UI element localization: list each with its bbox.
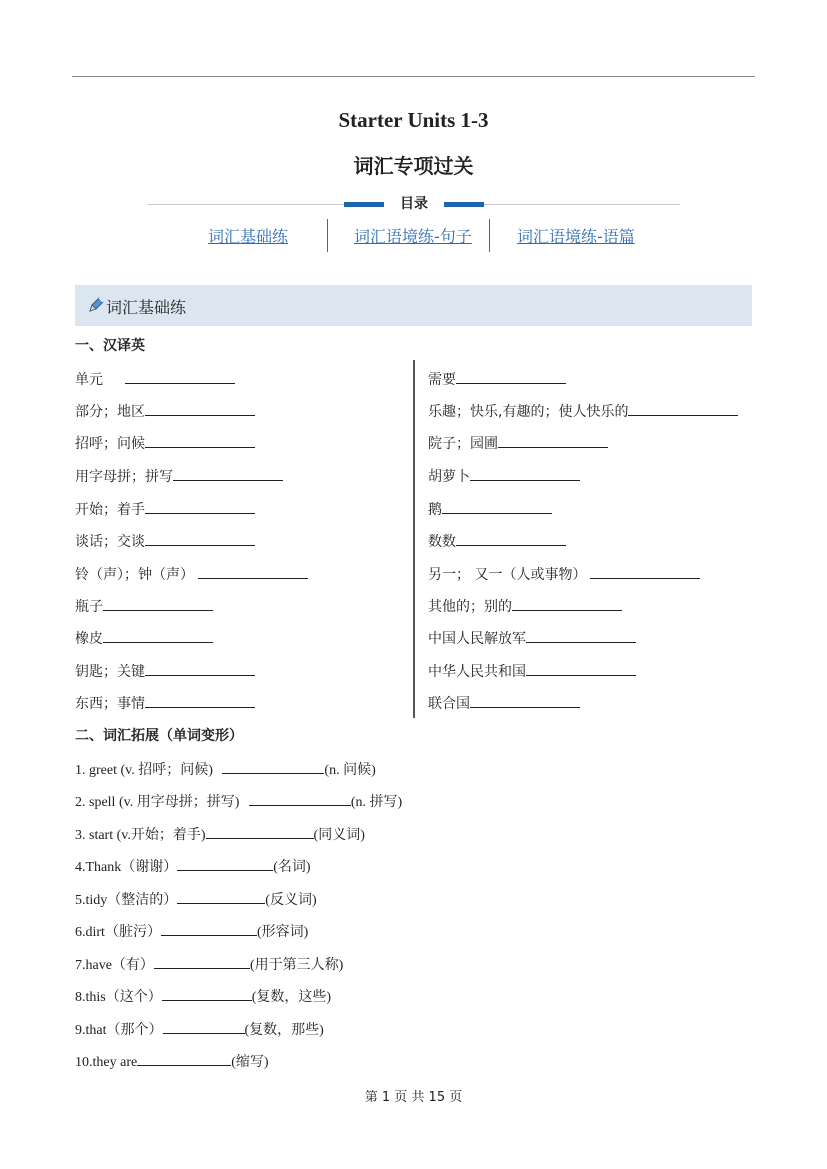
vocab-prompt: 院子；园圃 <box>428 436 498 452</box>
vocab-item <box>428 401 738 421</box>
vocab-item <box>75 596 213 616</box>
answer-blank[interactable] <box>222 759 324 774</box>
vocab-item <box>428 531 566 551</box>
answer-blank[interactable] <box>145 661 255 676</box>
vocab-prompt: 铃（声）；钟（声） <box>75 567 194 583</box>
exercise-item <box>75 889 317 909</box>
exercise-item <box>75 1019 324 1039</box>
answer-blank[interactable] <box>137 1051 231 1066</box>
vocab-prompt: 部分；地区 <box>75 404 145 420</box>
vocab-item <box>428 596 622 616</box>
vocab-item <box>428 693 580 713</box>
vocab-item <box>428 564 700 584</box>
exercise-item <box>75 1051 269 1071</box>
exercise-prompt: 4.Thank（谢谢） <box>75 860 178 875</box>
column-divider <box>413 360 415 718</box>
answer-blank[interactable] <box>162 986 252 1001</box>
toc-link-passage[interactable]: 词汇语境练-语篇 <box>517 227 635 246</box>
answer-blank[interactable] <box>145 401 255 416</box>
vocab-prompt: 用字母拼；拼写 <box>75 469 173 485</box>
answer-blank[interactable] <box>173 466 283 481</box>
answer-blank[interactable] <box>145 531 255 546</box>
answer-blank[interactable] <box>163 1019 245 1034</box>
document-title: Starter Units 1-3 <box>338 108 489 132</box>
exercise-item <box>75 824 365 844</box>
exercise-item <box>75 954 343 974</box>
answer-blank[interactable] <box>470 693 580 708</box>
toc-rule-left <box>148 204 346 205</box>
toc-rule-right <box>484 204 680 205</box>
exercise-item <box>75 921 308 941</box>
exercise-hint: (反义词) <box>265 893 317 908</box>
vocab-item <box>75 499 255 519</box>
exercise-hint: (复数，这些) <box>251 990 332 1005</box>
vocab-prompt: 需要 <box>428 372 456 388</box>
exercise-hint: (n. 拼写) <box>350 795 403 810</box>
vocab-prompt: 单元 <box>75 372 103 388</box>
vocab-item <box>75 564 308 584</box>
exercise-prompt: 3. start (v.开始；着手) <box>75 828 206 843</box>
vocab-prompt: 中华人民共和国 <box>428 664 526 680</box>
section-title: 词汇基础练 <box>106 298 187 317</box>
vocab-item <box>428 499 552 519</box>
answer-blank[interactable] <box>456 369 566 384</box>
page-number: 第 1 页 共 15 页 <box>364 1090 463 1105</box>
vocab-prompt: 瓶子 <box>75 599 103 615</box>
vocab-prompt: 招呼；问候 <box>75 436 145 452</box>
vocab-prompt: 其他的；别的 <box>428 599 512 615</box>
exercise-hint: (同义词) <box>313 828 365 843</box>
vocab-item <box>428 369 566 389</box>
answer-blank[interactable] <box>249 791 351 806</box>
exercise-hint: (缩写) <box>231 1055 269 1070</box>
answer-blank[interactable] <box>206 824 314 839</box>
vocab-prompt: 橡皮 <box>75 631 103 647</box>
vocab-item <box>75 466 283 486</box>
document-subtitle: 词汇专项过关 <box>353 154 474 178</box>
vocab-item <box>75 369 235 389</box>
pencil-icon <box>87 296 105 314</box>
vocab-item <box>75 433 255 453</box>
answer-blank[interactable] <box>177 889 265 904</box>
exercise-prompt: 7.have（有） <box>75 958 154 973</box>
vocab-prompt: 东西；事情 <box>75 696 145 712</box>
exercise-prompt: 1. greet (v. 招呼；问候) <box>75 763 217 778</box>
answer-blank[interactable] <box>125 369 235 384</box>
vocab-prompt: 鹅 <box>428 502 442 518</box>
vocab-prompt: 谈话；交谈 <box>75 534 145 550</box>
vocab-item <box>428 433 608 453</box>
answer-blank[interactable] <box>498 433 608 448</box>
vocab-item <box>75 401 255 421</box>
exercise-prompt: 9.that（那个） <box>75 1023 163 1038</box>
answer-blank[interactable] <box>145 499 255 514</box>
exercise-hint: (n. 问候) <box>324 763 376 778</box>
exercise-item <box>75 791 402 811</box>
vocab-prompt: 另一； 又一（人或事物） <box>428 567 587 583</box>
exercise-hint: (名词) <box>273 860 311 875</box>
toc-separator <box>489 219 490 252</box>
vocab-prompt: 中国人民解放军 <box>428 631 526 647</box>
answer-blank[interactable] <box>177 856 273 871</box>
vocab-prompt: 联合国 <box>428 696 470 712</box>
exercise-hint: (用于第三人称) <box>249 958 344 973</box>
answer-blank[interactable] <box>161 921 257 936</box>
vocab-prompt: 乐趣；快乐,有趣的；使人快乐的 <box>428 404 629 420</box>
answer-blank[interactable] <box>526 628 636 643</box>
vocab-item <box>428 466 580 486</box>
section-header <box>75 285 752 326</box>
answer-blank[interactable] <box>145 433 255 448</box>
answer-blank[interactable] <box>456 531 566 546</box>
answer-blank[interactable] <box>590 564 700 579</box>
exercise-hint: (形容词) <box>256 925 309 940</box>
vocab-item <box>75 693 255 713</box>
exercise-prompt: 8.this（这个） <box>75 990 162 1005</box>
vocab-item <box>428 661 636 681</box>
vocab-prompt: 胡萝卜 <box>428 469 470 485</box>
vocab-item <box>75 531 255 551</box>
vocab-prompt: 开始；着手 <box>75 502 145 518</box>
vocab-prompt: 钥匙；关键 <box>75 664 145 680</box>
exercise-prompt: 6.dirt（脏污） <box>75 925 161 940</box>
exercise-item <box>75 759 376 779</box>
vocab-item <box>75 661 255 681</box>
toc-link-basic[interactable]: 词汇基础练 <box>208 227 289 246</box>
vocab-prompt: 数数 <box>428 534 456 550</box>
answer-blank[interactable] <box>442 499 552 514</box>
toc-label: 目录 <box>384 193 444 213</box>
toc-separator <box>327 219 328 252</box>
exercise-item <box>75 856 311 876</box>
vocab-item <box>428 628 636 648</box>
answer-blank[interactable] <box>198 564 308 579</box>
answer-blank[interactable] <box>154 954 250 969</box>
exercise-prompt: 10.they are <box>75 1055 138 1070</box>
part2-heading: 二、词汇拓展（单词变形） <box>75 728 243 744</box>
exercise-hint: (复数，那些) <box>244 1023 324 1038</box>
exercise-item <box>75 986 331 1006</box>
header-rule <box>72 76 755 77</box>
answer-blank[interactable] <box>103 596 213 611</box>
answer-blank[interactable] <box>526 661 636 676</box>
answer-blank[interactable] <box>103 628 213 643</box>
answer-blank[interactable] <box>628 401 738 416</box>
answer-blank[interactable] <box>145 693 255 708</box>
exercise-prompt: 5.tidy（整洁的） <box>75 893 178 908</box>
part1-heading: 一、汉译英 <box>75 338 145 354</box>
answer-blank[interactable] <box>512 596 622 611</box>
answer-blank[interactable] <box>470 466 580 481</box>
exercise-prompt: 2. spell (v. 用字母拼；拼写) <box>75 795 243 810</box>
vocab-item <box>75 628 213 648</box>
toc-link-sentences[interactable]: 词汇语境练-句子 <box>354 227 472 246</box>
